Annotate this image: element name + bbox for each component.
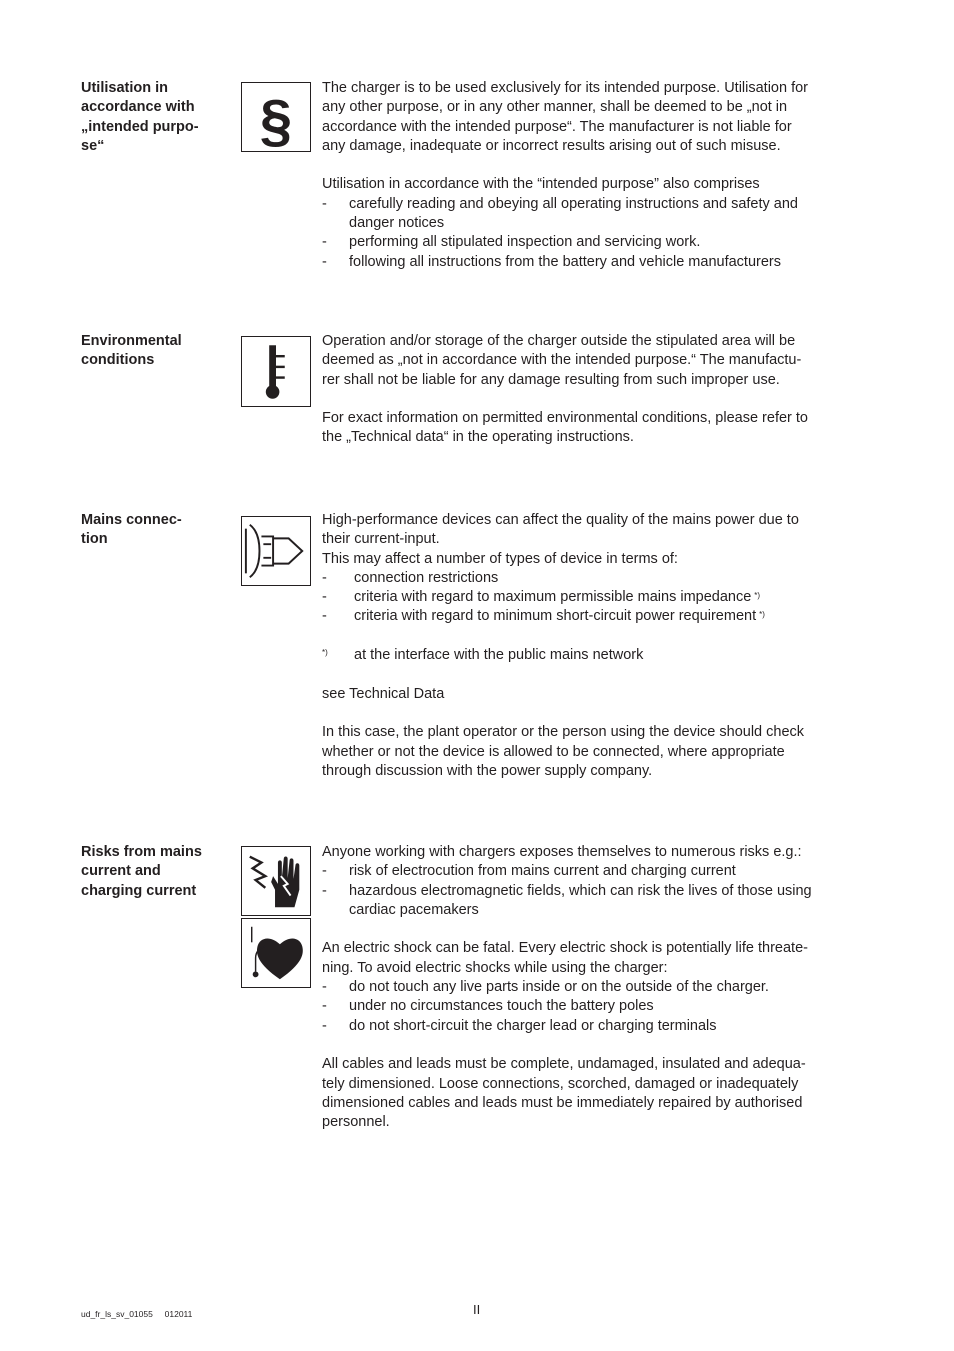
list-item: - hazardous electromagnetic fields, which can risk the lives of those using cardiac pacemakers <box>322 882 812 918</box>
heading-mains-connection: Mains connec- tion <box>81 512 182 548</box>
thermometer-icon <box>241 336 311 407</box>
heading-risks: Risks from mains current and charging current <box>81 844 202 899</box>
environmental-text: Operation and/or storage of the charger outside the stipulated area will be deemed as „not in accordance with the intended purpose.“ The manufactu- rer shall not be liable for any damage resulting from such improper use. For exact information on permitted environmental conditions, please refer to the „Technical data“ in the operating instructions. <box>322 333 808 446</box>
footnote: *) at the interface with the public mains network <box>322 647 644 664</box>
heading-environmental-conditions: Environmental conditions <box>81 333 182 369</box>
svg-text:§: § <box>259 88 293 151</box>
electric-shock-hand-icon <box>241 846 311 916</box>
see-technical-data: see Technical Data <box>322 685 445 702</box>
heading-intended-purpose: Utilisation in accordance with „intended purpo- se“ <box>81 80 199 154</box>
pacemaker-heart-icon <box>241 918 311 988</box>
risks-text: Anyone working with chargers exposes themselves to numerous risks e.g.: - risk of electrocution from mains current and charging current - hazardous electromagnetic fields, which can risk the lives of those using cardiac pacemakers An electric shock can be fatal. Every electric shock is potentially life threate- ning. To avoid electric shocks while using the charger: - do not touch any live parts inside or on the outside of the charger. - under no circumstances touch the battery poles - do not short-circuit the charger lead or charging terminals All cables and leads must be complete, undamaged, insulated and adequa- tely dimensioned. Loose connections, scorched, damaged or inadequately dimensioned cables and leads must be immediately repaired by authorised personnel. <box>322 843 882 1132</box>
list-item: - do not short-circuit the charger lead or charging terminals <box>322 1017 717 1034</box>
page-number: II <box>473 1302 481 1317</box>
list-item: - connection restrictions <box>322 569 499 586</box>
list-item: - risk of electrocution from mains current and charging current <box>322 863 736 880</box>
list-item: - following all instructions from the battery and vehicle manufacturers <box>322 253 781 270</box>
document-code: ud_fr_ls_sv_01055 012011 <box>81 1309 193 1319</box>
list-item: - performing all stipulated inspection and servicing work. <box>322 234 701 251</box>
plug-icon <box>241 516 311 586</box>
list-item: - carefully reading and obeying all operating instructions and safety and danger notices <box>322 195 798 232</box>
list-item: - criteria with regard to maximum permissible mains impedance *) <box>322 589 761 606</box>
list-item: - criteria with regard to minimum short-circuit power requirement *) <box>322 608 765 625</box>
list-item: - do not touch any live parts inside or on the outside of the charger. <box>322 979 769 996</box>
paragraph-icon <box>241 82 311 152</box>
mains-connection-text: High-performance devices can affect the quality of the mains power due to their current-input. This may affect a number of types of device in terms of: - connection restrictions - criteria with regard to maximum permissible mains impedance *) - criteria with regard to minimum short-circuit power requirement *) *) at the interface with the public mains network see Technical Data In this case, the plant operator or the person using the device should check whether or not the device is allowed to be connected, where appropriate through discussion with the power supply company. <box>322 511 882 781</box>
intended-purpose-text: The charger is to be used exclusively for its intended purpose. Utilisation for any other purpose, or in any other manner, shall be deemed to be „not in accordance with the intended purpose“. The manufacturer is not liable for any damage, inadequate or incorrect results arising out of such misuse. Utilisation in accordance with the “intended purpose” also comprises - carefully reading and obeying all operating instructions and safety and danger notices - performing all stipulated inspection and servicing work. - following all instructions from the battery and vehicle manufacturers <box>322 79 882 272</box>
list-item: - under no circumstances touch the battery poles <box>322 998 654 1015</box>
